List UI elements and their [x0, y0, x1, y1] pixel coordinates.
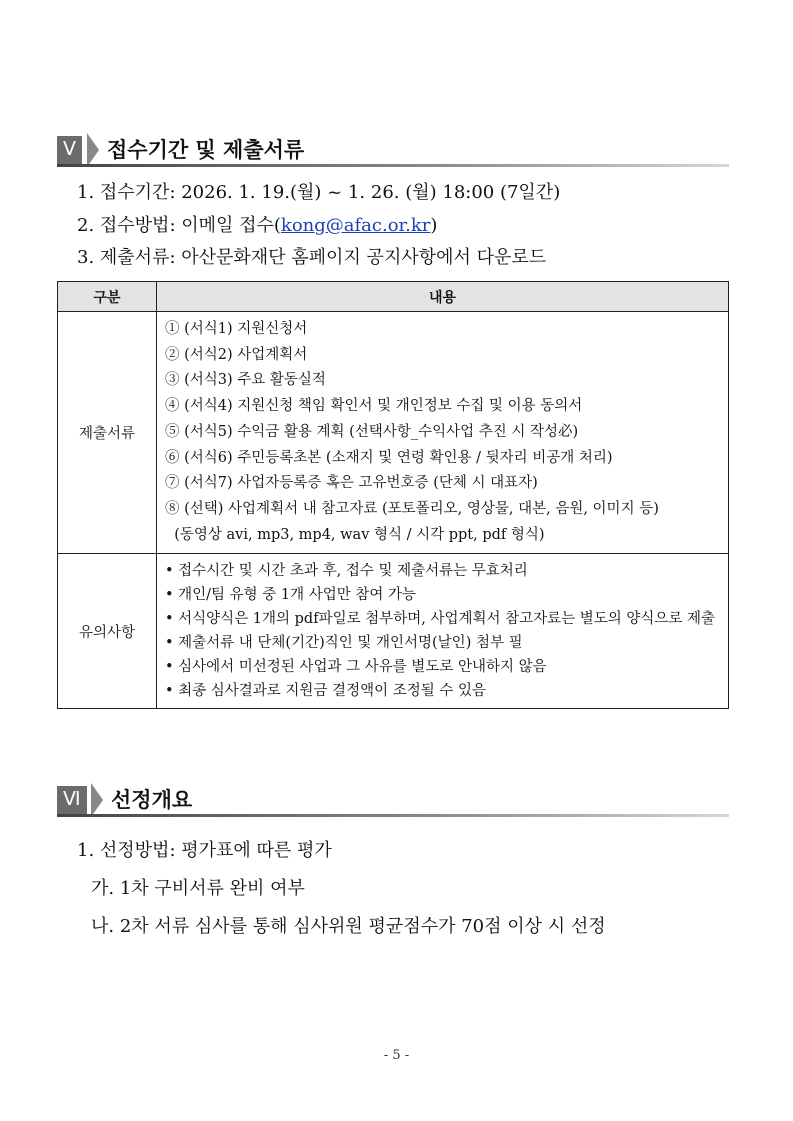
list-item: ⑦ (서식7) 사업자등록증 혹은 고유번호증 (단체 시 대표자) [165, 475, 538, 492]
row-category: 제출서류 [58, 312, 157, 554]
list-item: • 최종 심사결과로 지원금 결정액이 조정될 수 있음 [165, 683, 486, 700]
requirements-table [57, 281, 729, 709]
section-6-numeral: Ⅵ [57, 786, 87, 814]
list-item: ③ (서식3) 주요 활동실적 [165, 372, 326, 389]
list-item: • 서식양식은 1개의 pdf파일로 첨부하며, 사업계획서 참고자료는 별도의 양식으로 제출 [165, 611, 716, 628]
table-row [58, 312, 729, 554]
selection-step-1: 가. 1차 구비서류 완비 여부 [91, 878, 305, 899]
section-5-divider [57, 164, 729, 167]
email-link[interactable]: kong@afac.or.kr [280, 215, 431, 236]
section-6-arrow-icon [91, 783, 103, 817]
header-category: 구분 [58, 282, 157, 312]
section-5-numeral: Ⅴ [57, 136, 82, 164]
section-6-header [57, 783, 729, 817]
row-category: 유의사항 [58, 554, 157, 709]
list-item: ⑧ (선택) 사업계획서 내 참고자료 (포토폴리오, 영상물, 대본, 음원, 이미지 등) [165, 500, 659, 517]
section-5-title: 접수기간 및 제출서류 [107, 138, 305, 162]
list-item: ④ (서식4) 지원신청 책임 확인서 및 개인정보 수집 및 이용 동의서 [165, 398, 583, 415]
reception-period: 1. 접수기간: 2026. 1. 19.(월) ~ 1. 26. (월) 18:00 (7일간) [77, 182, 561, 203]
selection-step-2: 나. 2차 서류 심사를 통해 심사위원 평균점수가 70점 이상 시 선정 [91, 916, 606, 937]
section-6-divider [57, 814, 729, 817]
list-item: • 심사에서 미선정된 사업과 그 사유를 별도로 안내하지 않음 [165, 659, 547, 676]
list-item: • 개인/팀 유형 중 1개 사업만 참여 가능 [165, 587, 417, 604]
list-item: • 접수시간 및 시간 초과 후, 접수 및 제출서류는 무효처리 [165, 563, 528, 580]
section-5-header [57, 133, 729, 167]
submission-documents: 3. 제출서류: 아산문화재단 홈페이지 공지사항에서 다운로드 [77, 247, 547, 268]
list-item: ① (서식1) 지원신청서 [165, 321, 308, 337]
list-item: ② (서식2) 사업계획서 [165, 346, 308, 363]
row-content [157, 312, 729, 554]
reception-method-label: 2. 접수방법: 이메일 접수( [77, 215, 281, 236]
row-content [157, 554, 729, 709]
section-5-arrow-icon [87, 133, 99, 167]
header-content: 내용 [157, 282, 729, 312]
list-item: • 제출서류 내 단체(기간)직인 및 개인서명(날인) 첨부 필 [165, 635, 523, 652]
list-item: (동영상 avi, mp3, mp4, wav 형식 / 시각 ppt, pdf 형식) [165, 526, 545, 543]
table-row [58, 554, 729, 709]
list-item: ⑥ (서식6) 주민등록초본 (소재지 및 연령 확인용 / 뒷자리 비공개 처리) [165, 449, 613, 466]
list-item: ⑤ (서식5) 수익금 활용 계획 (선택사항_수익사업 추진 시 작성必) [165, 423, 579, 440]
table-header-row [58, 282, 729, 312]
page-number: - 5 - [383, 1048, 410, 1063]
reception-method-end: ) [430, 215, 438, 236]
selection-method: 1. 선정방법: 평가표에 따른 평가 [77, 840, 332, 861]
section-6-title: 선정개요 [111, 788, 193, 812]
reception-method [77, 213, 437, 239]
